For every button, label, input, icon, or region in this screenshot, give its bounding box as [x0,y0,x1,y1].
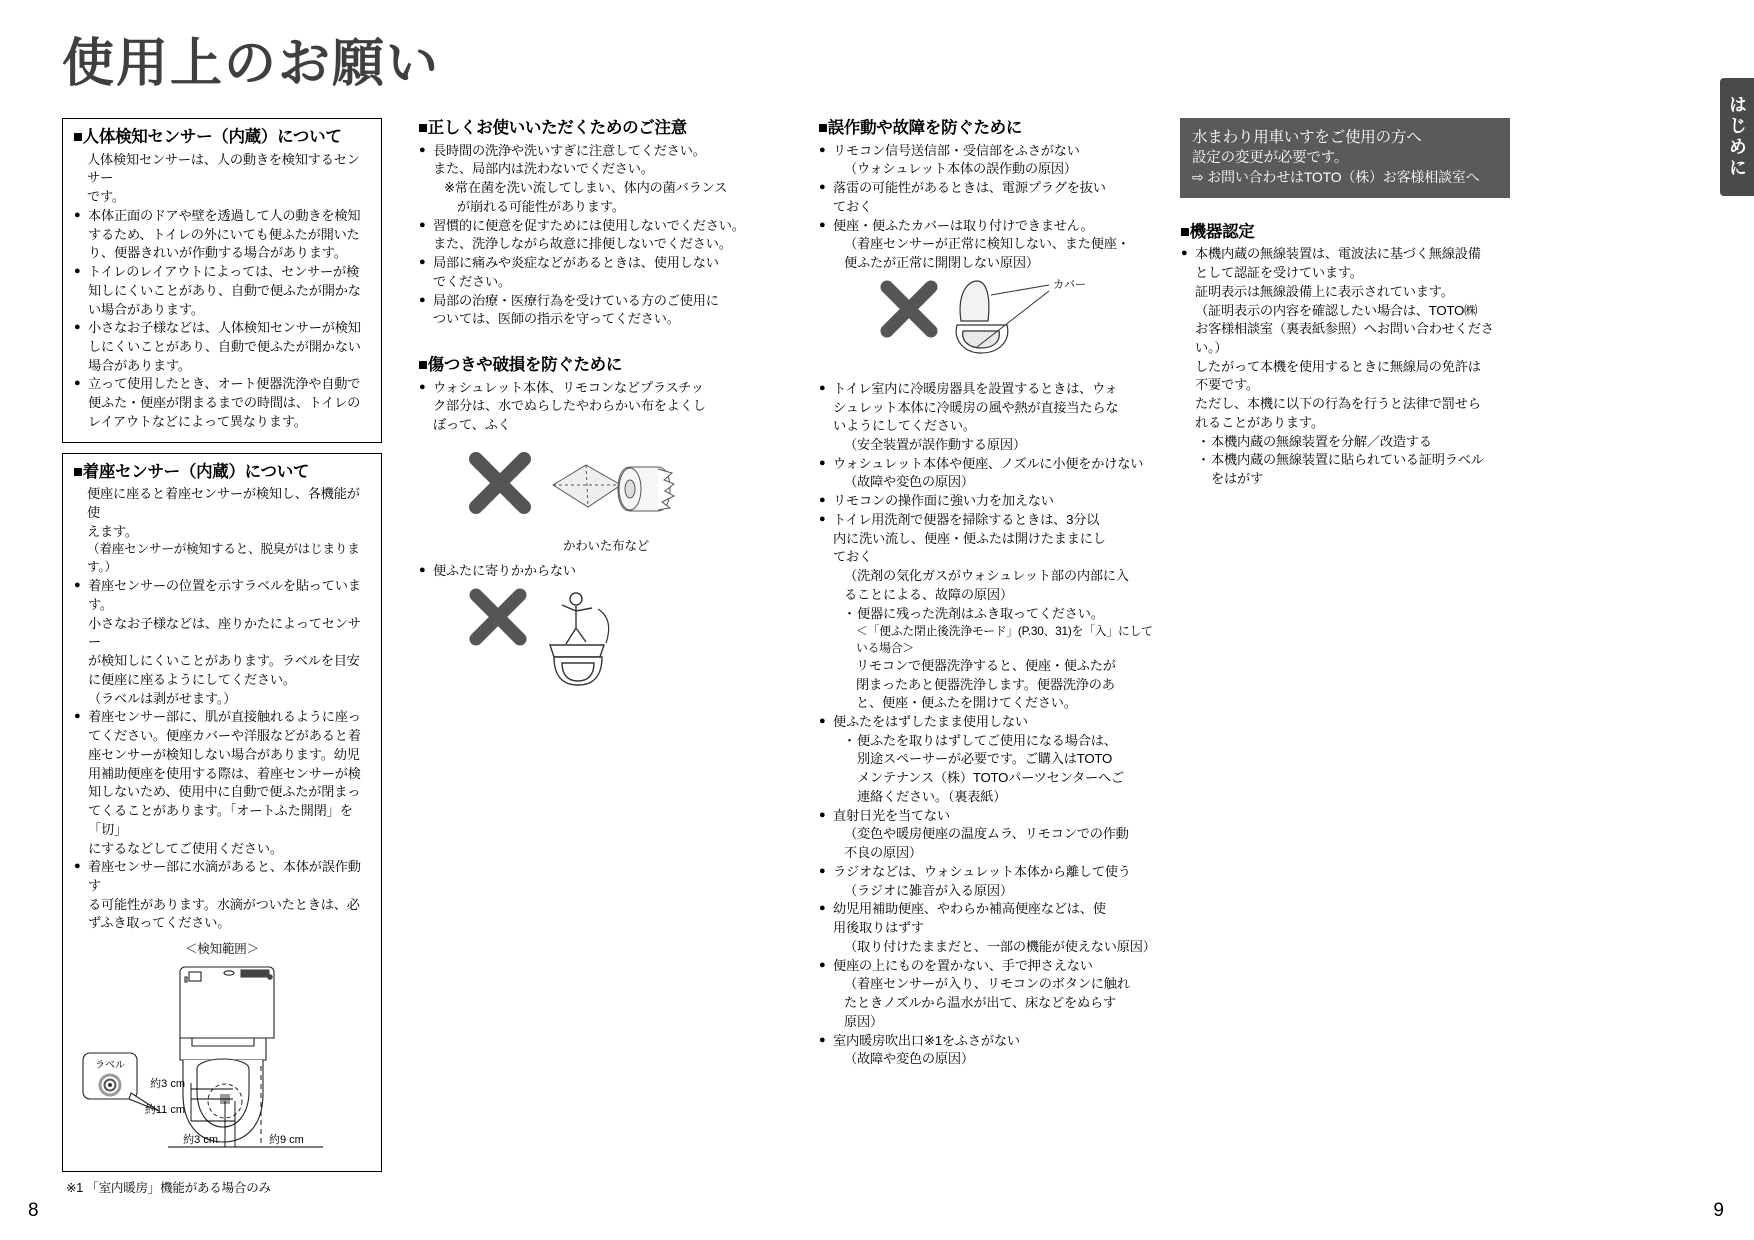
dim-left-label: 約3 cm [183,1134,218,1147]
dim-mid-label: 約11 cm [144,1104,185,1117]
bullet-line: 連絡ください。（裏表紙） [857,788,1007,804]
sub-line: ＜「便ふた閉止後洗浄モード」(P.30、31)を「入」にしている場合＞ [856,624,1153,656]
bullet-line: てください。便座カバーや洋服などがあると着 [88,728,361,744]
page-title: 使用上のお願い [62,35,441,93]
bullet-line: 便座の上にものを置かない、手で押さえない [833,957,1093,973]
list-item [73,375,371,431]
bullet-line: をはがす [1211,471,1263,487]
sub-line: （着座センサーが正常に検知しない、また便座・ [844,236,1130,252]
bullet-line: 局部に痛みや炎症などがあるときは、使用しない [433,255,719,271]
figure-dry-cloth [458,445,758,554]
column-2 [418,118,758,702]
bullet-line: 直射日光を当てない [833,807,950,823]
bullet-line: リモコンの操作面に強い力を加えない [833,493,1054,509]
list-item [418,292,758,329]
bullet-line: お客様相談室（裏表紙参照）へお問い合わせくださ [1195,321,1494,337]
toilet-lid-cover-icon [956,281,1008,353]
list-item [418,217,758,254]
bullet-line: トイレのレイアウトによっては、センサーが検 [88,264,360,280]
bullet-line: 落雷の可能性があるときは、電源プラグを抜い [833,180,1106,196]
sub-line: （変色や暖房便座の温度ムラ、リモコンでの作動 [844,826,1129,842]
bullet-line: に便座に座るようにしてください。 [88,671,296,687]
list-item [818,142,1158,161]
cover-prohibited-diagram [873,277,1133,369]
bullet-line: い場合があります。 [88,301,204,317]
bullet-line: （ラベルは剥がせます。） [88,690,237,706]
bullet-line: 場合があります。 [88,357,191,373]
list-item [418,379,758,435]
bullet-line: 証明表示は無線設備上に表示されています。 [1195,283,1454,299]
column-4 [1180,118,1510,489]
list-item [73,207,371,263]
bullet-line: 用補助便座を使用する際は、着座センサーが検 [88,765,361,781]
bullet-line: が検知しにくいことがあります。ラベルを目安 [88,653,360,669]
bullet-line: 便ふたを取りはずしてご使用になる場合は、 [857,732,1117,748]
no-leaning-diagram [458,587,688,697]
bullet-line: てくることがあります。「オートふた開閉」を「切」 [88,803,353,837]
bullet-line: するため、トイレの外にいても便ふたが開いた [88,226,360,242]
x-mark-icon [887,287,931,331]
bullet-line: 用後取りはずす [833,920,924,936]
bullet-line: でください。 [433,273,511,289]
callout-line-3: ⇨ お問い合わせはTOTO（株）お客様相談室へ [1192,169,1480,186]
bullet-line: 便ふたをはずしたまま使用しない [833,714,1028,730]
bullet-line: 本機内蔵の無線装置に貼られている証明ラベル [1211,452,1484,468]
bullet-line: （証明表示の内容を確認したい場合は、TOTO㈱ [1195,302,1478,318]
figure-detection-range [73,961,373,1161]
bullet-line: ておく [833,198,872,214]
bullet-line: 知しないため、使用中に自動で便ふたが閉まっ [88,784,361,800]
bullet-line: ただし、本機に以下の行為を行うと法律で罰せら [1195,396,1481,412]
list-item [818,1032,1158,1051]
bullet-line: れることがあります。 [1195,414,1324,430]
heading-prevent-damage: ■傷つきや破損を防ぐために [418,355,623,374]
person-toilet-icon [550,593,609,685]
sub-line: （洗剤の気化ガスがウォシュレット部の内部に入 [844,568,1129,584]
bullet-line: ラジオなどは、ウォシュレット本体から離して使う [833,863,1131,879]
list-item [818,380,1158,436]
lead-line: です。 [87,189,125,205]
x-mark-icon [476,459,524,507]
lead-line: えます。 [87,523,138,539]
lead-line: 人体検知センサーは、人の動きを検知するセンサー [87,151,360,186]
heading-device-certification: ■機器認定 [1180,222,1255,241]
list-item [818,217,1158,236]
sub-line: 不良の原因） [844,845,922,861]
list-item [818,511,1158,567]
list-item-sub [830,732,1158,807]
bullet-line: 習慣的に便意を促すためには使用しないでください。 [433,217,745,233]
callout-wheelchair [1180,118,1510,198]
paper-roll-icon [618,467,674,511]
page-number-left: 8 [28,1200,39,1221]
bullet-line: ウォシュレット本体や便座、ノズルに小便をかけない [833,455,1144,471]
figure-caption: かわいた布など [562,538,650,553]
bullet-line: ずふき取ってください。 [88,915,231,931]
bullet-line: ウォシュレット本体、リモコンなどプラスチッ [433,379,704,395]
bullet-line: レイアウトなどによって異なります。 [88,413,307,429]
box-seat-sensor [62,453,382,1173]
sub-line: （安全装置が誤作動する原因） [844,436,1026,452]
list-item [818,863,1158,882]
bullet-line: 不要です。 [1195,377,1259,393]
sub-line: （故障や変色の原因） [844,474,974,490]
bullet-line: したがって本機を使用するときに無線局の免許は [1195,358,1481,374]
bullet-line: 座センサーが検知しない場合があります。幼児 [88,746,360,762]
bullet-line: 幼児用補助便座、やわらか補高便座などは、使 [833,901,1106,917]
bullet-line: 便座・便ふたカバーは取り付けできません。 [833,217,1094,233]
list-item [418,142,758,179]
bullet-line: ク部分は、水でぬらしたやわらかい布をよくし [433,398,706,414]
bullet-line: 知しにくいことがあり、自動で便ふたが開かな [88,282,361,298]
bullet-line: 小さなお子様などは、座りかたによってセンサー [88,615,361,650]
sub-line: （ウォシュレット本体の誤作動の原因） [844,161,1077,177]
bullet-line: い。） [1195,339,1228,355]
bullet-line: として認証を受けています。 [1195,265,1363,281]
bullet-line: ておく [833,549,872,565]
heading-seat-sensor: ■着座センサー（内蔵）について [73,462,310,481]
list-item-sub [1184,433,1510,452]
bullet-line: トイレ用洗剤で便器を掃除するときは、3分以 [833,511,1100,527]
bullet-line: 便器に残った洗剤はふき取ってください。 [857,605,1104,621]
bullet-line: トイレ室内に冷暖房器具を設置するときは、ウォ [833,380,1118,396]
lead-line: （着座センサーが検知すると、脱臭がはじまります。） [87,542,360,575]
bullet-line: ぼって、ふく [433,417,511,433]
section-tab-intro: はじめに [1720,78,1754,196]
bullet-line: り、便器きれいが作動する場合があります。 [88,245,347,261]
sub-line: 閉まったあと便器洗浄します。便器洗浄のあ [856,676,1115,692]
bullet-line: 本機内蔵の無線装置を分解／改造する [1211,433,1432,449]
figure-no-leaning [458,587,758,702]
sub-line: （ラジオに雑音が入る原因） [844,882,1013,898]
list-item [818,900,1158,937]
bullet-line: 別途スペーサーが必要です。ご購入はTOTO [857,751,1113,767]
bullet-line: 内に洗い流し、便座・便ふたは開けたままにし [833,530,1106,546]
bullet-line: 小さなお子様などは、人体検知センサーが検知 [88,320,361,336]
bullet-line: また、局部内は洗わないでください。 [433,161,654,177]
sub-line: と、便座・便ふたを開けてください。 [856,695,1077,711]
detection-range-diagram [73,961,373,1161]
page-number-right: 9 [1713,1200,1724,1221]
bullet-line: また、洗浄しながら故意に排便しないでください。 [433,236,732,252]
list-item [73,319,371,375]
lead-line: 便座に座ると着座センサーが検知し、各機能が使 [87,486,360,520]
list-item [418,562,758,581]
bullet-line: メンテナンス（株）TOTOパーツセンターへご [857,770,1125,786]
bullet-line: 着座センサー部に、肌が直接触れるように座っ [88,709,361,725]
bullet-line: 室内暖房吹出口※1をふさがない [833,1032,1020,1048]
bullet-line: 本体正面のドアや壁を透過して人の動きを検知 [88,207,361,223]
sub-line: （取り付けたままだと、一部の機能が使えない原因） [844,938,1156,954]
figure-title-detection-range: ＜検知範囲＞ [185,942,259,957]
bullet-line: 着座センサーの位置を示すラベルを貼っています。 [88,578,361,612]
sub-line: リモコンで便器洗浄すると、便座・便ふたが [856,657,1116,673]
bullet-line: シュレット本体に冷暖房の風や熱が直接当たらな [833,399,1119,415]
heading-human-sensor: ■人体検知センサー（内蔵）について [73,128,342,146]
callout-line-1: 水まわり用車いすをご使用の方へ [1192,129,1422,146]
list-item [418,254,758,291]
list-item [73,263,371,319]
dim-right-label: 約9 cm [269,1134,304,1147]
sub-line: 原因） [844,1013,883,1029]
bullet-line: 便ふた・便座が閉まるまでの時間は、トイレの [88,395,361,411]
column-3 [818,118,1158,1069]
callout-line-2: 設定の変更が必要です。 [1192,150,1349,167]
sub-line: （故障や変色の原因） [844,1051,974,1067]
list-item [818,957,1158,976]
list-item-sub [1184,451,1510,488]
list-item [818,179,1158,216]
figure-cover-prohibited [873,277,1158,374]
bullet-line: リモコン信号送信部・受信部をふさがない [833,142,1080,158]
bullet-line: 便ふたに寄りかからない [433,562,576,578]
list-item [73,858,371,933]
list-item [818,713,1158,732]
svg-text:ラベル: ラベル [95,1060,125,1072]
bullet-line: る可能性があります。水滴がついたときは、必 [88,896,360,912]
list-item [73,577,371,708]
list-item [1180,245,1510,432]
footnote: ※1 「室内暖房」機能がある場合のみ [66,1181,271,1195]
dry-cloth-diagram [458,445,708,533]
note-line: が崩れる可能性があります。 [444,198,625,214]
x-mark-icon [476,595,520,639]
label-callout [83,1053,159,1111]
box-human-sensor [62,118,382,443]
bullet-line: 長時間の洗浄や洗いすぎに注意してください。 [433,142,706,158]
list-item [818,455,1158,474]
bullet-line: 立って使用したとき、オート便器洗浄や自動で [88,376,361,392]
bullet-line: ついては、医師の指示を守ってください。 [433,311,680,327]
cloth-icon [553,465,621,507]
bullet-line: 着座センサー部に水滴があると、本体が誤作動す [88,859,361,893]
list-item [818,492,1158,511]
bullet-line: にするなどしてご使用ください。 [88,840,283,856]
sub-line: （着座センサーが入り、リモコンのボタンに触れ [844,976,1130,992]
list-item-sub [830,605,1158,624]
bullet-line: 局部の治療・医療行為を受けている方のご使用に [433,292,719,308]
bullet-line: 本機内蔵の無線装置は、電波法に基づく無線設備 [1195,246,1481,262]
sub-line: ることによる、故障の原因） [844,586,1013,602]
bullet-line: しにくいことがあり、自動で便ふたが開かない [88,338,361,354]
heading-prevent-malfunction: ■誤作動や故障を防ぐために [818,119,1023,137]
heading-correct-use: ■正しくお使いいただくためのご注意 [418,119,687,137]
bullet-line: いようにしてください。 [833,418,976,434]
sub-line: 便ふたが正常に開閉しない原因） [844,255,1039,271]
sub-line: たときノズルから温水が出て、床などをぬらす [844,995,1116,1011]
note-line: ※常在菌を洗い流してしまい、体内の菌バランス [444,180,728,196]
dim-top-label: 約3 cm [150,1078,185,1091]
list-item [73,708,371,858]
cover-label: カバー [1053,278,1086,291]
column-1 [62,118,382,1182]
list-item [818,807,1158,826]
